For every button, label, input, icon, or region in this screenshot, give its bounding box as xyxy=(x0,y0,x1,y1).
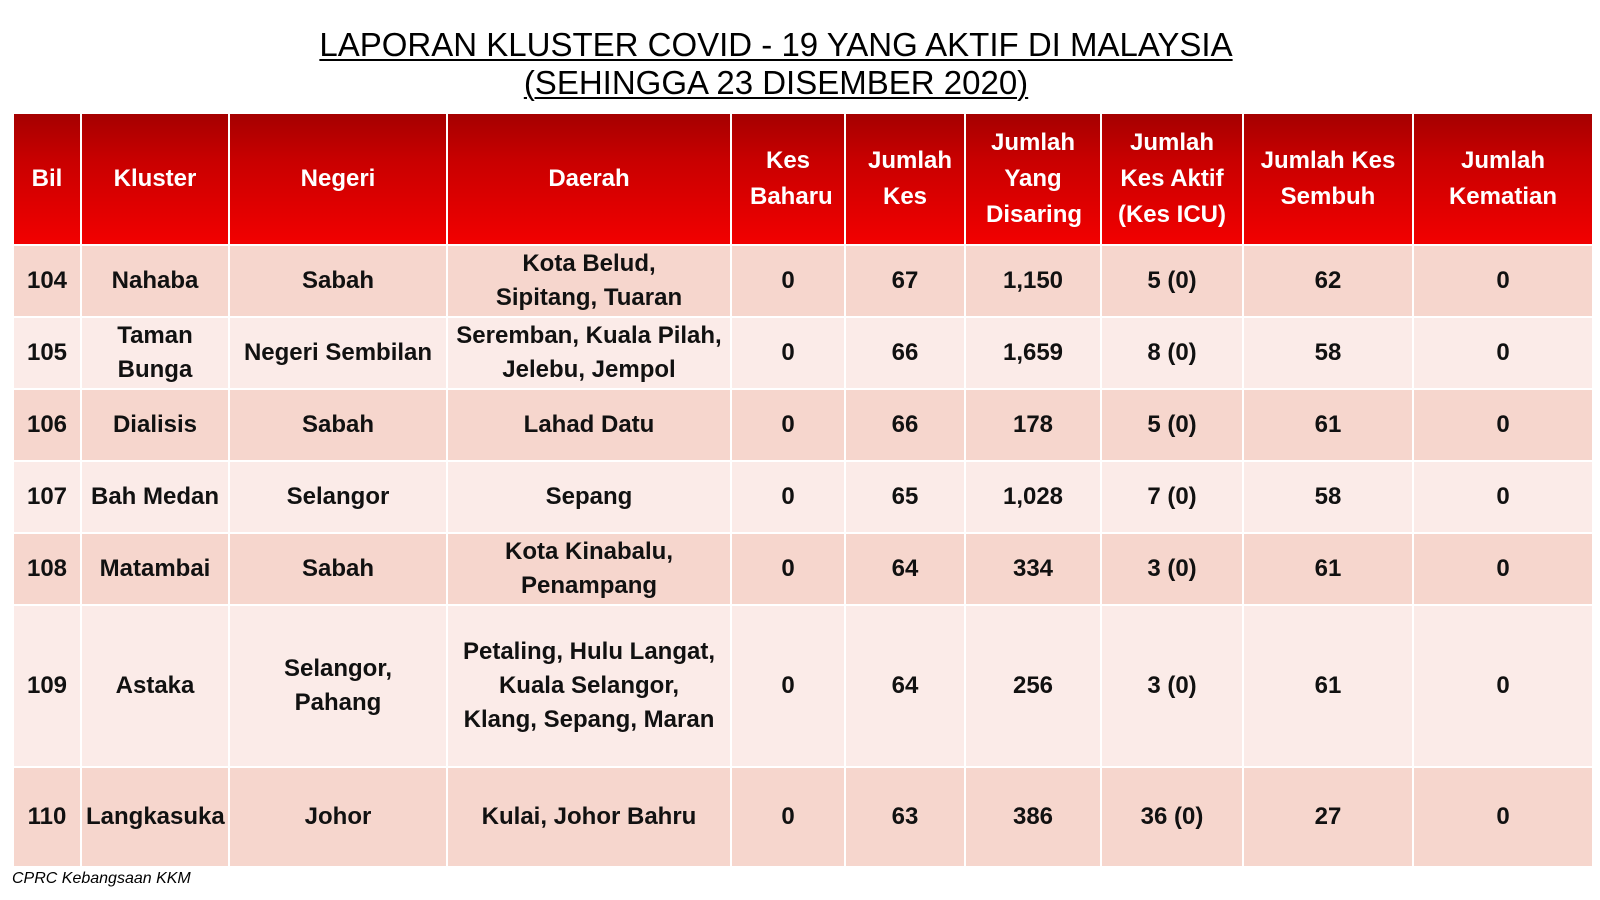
cell-jumlah-disaring: 256 xyxy=(965,605,1101,767)
cell-negeri: Negeri Sembilan xyxy=(229,317,447,389)
column-header-daerah: Daerah xyxy=(447,113,731,245)
column-header-jumlah-kematian: Jumlah Kematian xyxy=(1413,113,1593,245)
cell-jumlah-kes-sembuh: 58 xyxy=(1243,461,1413,533)
column-header-kluster: Kluster xyxy=(81,113,229,245)
cell-jumlah-kes-aktif: 36 (0) xyxy=(1101,767,1243,867)
report-title-line2: (SEHINGGA 23 DISEMBER 2020) xyxy=(523,64,1029,101)
cell-daerah: Kulai, Johor Bahru xyxy=(447,767,731,867)
table-row xyxy=(13,317,1593,389)
cell-bil: 106 xyxy=(13,389,81,461)
cell-jumlah-kes: 67 xyxy=(845,245,965,317)
cell-negeri: Sabah xyxy=(229,533,447,605)
cell-jumlah-disaring: 178 xyxy=(965,389,1101,461)
table-row xyxy=(13,245,1593,317)
column-header-jumlah-kes: Jumlah Kes xyxy=(845,113,965,245)
cell-daerah: Petaling, Hulu Langat, Kuala Selangor, Klang, Sepang, Maran xyxy=(447,605,731,767)
column-header-jumlah-kes-sembuh: Jumlah Kes Sembuh xyxy=(1243,113,1413,245)
cell-kluster: Matambai xyxy=(81,533,229,605)
cell-jumlah-kes-aktif: 5 (0) xyxy=(1101,389,1243,461)
table-row xyxy=(13,461,1593,533)
cell-bil: 105 xyxy=(13,317,81,389)
cell-jumlah-kes: 64 xyxy=(845,533,965,605)
column-header-jumlah-disaring: Jumlah Yang Disaring xyxy=(965,113,1101,245)
cell-jumlah-kes: 66 xyxy=(845,389,965,461)
cell-jumlah-disaring: 1,028 xyxy=(965,461,1101,533)
cell-negeri: Selangor xyxy=(229,461,447,533)
cell-daerah: Kota Belud, Sipitang, Tuaran xyxy=(447,245,731,317)
cell-jumlah-kematian: 0 xyxy=(1413,533,1593,605)
cell-jumlah-disaring: 1,150 xyxy=(965,245,1101,317)
cell-daerah: Sepang xyxy=(447,461,731,533)
cell-negeri: Sabah xyxy=(229,245,447,317)
cell-jumlah-kes-aktif: 3 (0) xyxy=(1101,533,1243,605)
table-row xyxy=(13,605,1593,767)
column-header-bil: Bil xyxy=(13,113,81,245)
cell-kluster: Nahaba xyxy=(81,245,229,317)
table-row xyxy=(13,767,1593,867)
cluster-table xyxy=(12,112,1594,868)
cell-kluster: Astaka xyxy=(81,605,229,767)
cell-kes-baharu: 0 xyxy=(731,605,845,767)
table-row xyxy=(13,389,1593,461)
cell-kes-baharu: 0 xyxy=(731,317,845,389)
cell-negeri: Sabah xyxy=(229,389,447,461)
column-header-jumlah-kes-aktif: Jumlah Kes Aktif (Kes ICU) xyxy=(1101,113,1243,245)
cell-bil: 110 xyxy=(13,767,81,867)
cell-kes-baharu: 0 xyxy=(731,461,845,533)
cell-bil: 107 xyxy=(13,461,81,533)
cell-jumlah-kes: 66 xyxy=(845,317,965,389)
cell-jumlah-kes: 64 xyxy=(845,605,965,767)
cell-jumlah-kematian: 0 xyxy=(1413,605,1593,767)
cell-kes-baharu: 0 xyxy=(731,389,845,461)
cell-negeri: Johor xyxy=(229,767,447,867)
cell-jumlah-kes-aktif: 5 (0) xyxy=(1101,245,1243,317)
report-title-line1: LAPORAN KLUSTER COVID - 19 YANG AKTIF DI MALAYSIA xyxy=(319,26,1233,63)
cell-daerah: Lahad Datu xyxy=(447,389,731,461)
table-header-row xyxy=(13,113,1593,245)
cell-jumlah-kematian: 0 xyxy=(1413,245,1593,317)
cell-jumlah-kematian: 0 xyxy=(1413,389,1593,461)
cell-jumlah-kes-sembuh: 61 xyxy=(1243,605,1413,767)
cell-kluster: Langkasuka xyxy=(81,767,229,867)
column-header-kes-baharu: Kes Baharu xyxy=(731,113,845,245)
cell-kes-baharu: 0 xyxy=(731,767,845,867)
cell-jumlah-kes-sembuh: 27 xyxy=(1243,767,1413,867)
column-header-negeri: Negeri xyxy=(229,113,447,245)
cell-bil: 109 xyxy=(13,605,81,767)
cell-kluster: Bah Medan xyxy=(81,461,229,533)
cell-jumlah-kes: 63 xyxy=(845,767,965,867)
source-footnote: CPRC Kebangsaan KKM xyxy=(12,870,191,887)
cell-bil: 104 xyxy=(13,245,81,317)
cell-jumlah-kes-aktif: 3 (0) xyxy=(1101,605,1243,767)
cell-jumlah-disaring: 1,659 xyxy=(965,317,1101,389)
cell-jumlah-kematian: 0 xyxy=(1413,767,1593,867)
cell-jumlah-kes-aktif: 7 (0) xyxy=(1101,461,1243,533)
cell-kes-baharu: 0 xyxy=(731,533,845,605)
cell-jumlah-kes: 65 xyxy=(845,461,965,533)
cell-jumlah-disaring: 334 xyxy=(965,533,1101,605)
cell-jumlah-kes-aktif: 8 (0) xyxy=(1101,317,1243,389)
cell-jumlah-kematian: 0 xyxy=(1413,461,1593,533)
cell-kes-baharu: 0 xyxy=(731,245,845,317)
report-title xyxy=(0,26,1552,102)
cell-daerah: Seremban, Kuala Pilah, Jelebu, Jempol xyxy=(447,317,731,389)
cell-jumlah-kes-sembuh: 58 xyxy=(1243,317,1413,389)
cell-jumlah-kes-sembuh: 61 xyxy=(1243,389,1413,461)
table-row xyxy=(13,533,1593,605)
cell-jumlah-kematian: 0 xyxy=(1413,317,1593,389)
cell-kluster: Dialisis xyxy=(81,389,229,461)
cell-jumlah-kes-sembuh: 61 xyxy=(1243,533,1413,605)
cell-daerah: Kota Kinabalu, Penampang xyxy=(447,533,731,605)
cell-bil: 108 xyxy=(13,533,81,605)
cell-kluster: Taman Bunga xyxy=(81,317,229,389)
cell-jumlah-disaring: 386 xyxy=(965,767,1101,867)
cell-negeri: Selangor, Pahang xyxy=(229,605,447,767)
cell-jumlah-kes-sembuh: 62 xyxy=(1243,245,1413,317)
